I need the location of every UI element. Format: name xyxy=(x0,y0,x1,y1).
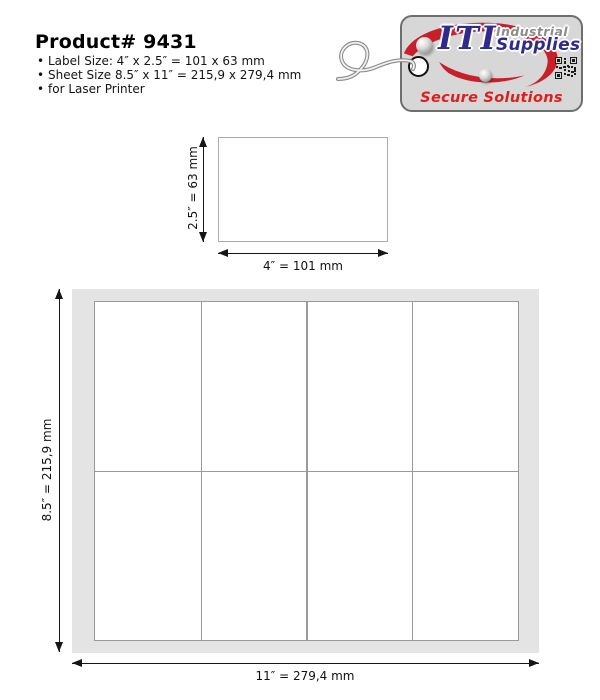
dimension-line-horizontal xyxy=(218,253,388,254)
logo-tagline: Secure Solutions xyxy=(420,90,563,106)
bullet-icon: • xyxy=(37,68,45,83)
brand-word-industrial: Industrial xyxy=(496,24,568,39)
arrow-right-icon xyxy=(529,659,539,667)
brand-acronym: ITI xyxy=(438,19,498,57)
qr-code-icon xyxy=(555,57,577,79)
arrow-right-icon xyxy=(378,249,388,257)
arrow-left-icon xyxy=(72,659,82,667)
spec-text: Sheet Size 8.5″ x 11″ = 215,9 x 279,4 mm xyxy=(48,68,302,83)
arrow-left-icon xyxy=(218,249,228,257)
sphere-icon xyxy=(479,69,492,82)
label-height-dimension: 2.5″ = 63 mm xyxy=(186,146,200,230)
spec-item-printer xyxy=(37,82,301,96)
spec-text: Label Size: 4″ x 2.5″ = 101 x 63 mm xyxy=(48,54,265,68)
brand-word-supplies: Supplies xyxy=(496,35,581,55)
arrow-down-icon xyxy=(199,232,207,242)
grid-line-horizontal xyxy=(95,471,518,472)
page-title: Product# 9431 xyxy=(35,31,197,53)
label-width-dimension: 4″ = 101 mm xyxy=(263,259,343,273)
spec-item-sheet-size xyxy=(37,68,301,82)
sheet-width-dimension: 11″ = 279,4 mm xyxy=(255,669,355,683)
arrow-up-icon xyxy=(199,137,207,147)
spec-text: for Laser Printer xyxy=(48,82,145,97)
dimension-line-vertical xyxy=(203,137,204,242)
spec-list xyxy=(37,54,301,97)
arrow-down-icon xyxy=(55,642,63,652)
arrow-up-icon xyxy=(55,289,63,299)
tag-wire-icon xyxy=(330,40,420,88)
dimension-line-vertical xyxy=(59,289,60,652)
spec-item-label-size xyxy=(37,54,301,68)
dimension-line-horizontal xyxy=(72,663,539,664)
bullet-icon: • xyxy=(37,82,45,97)
bullet-icon: • xyxy=(37,54,45,68)
company-logo-tag xyxy=(400,15,583,112)
sheet-height-dimension: 8.5″ = 215,9 mm xyxy=(40,418,54,522)
sheet-label-area xyxy=(94,301,519,641)
single-label-outline xyxy=(218,137,388,242)
